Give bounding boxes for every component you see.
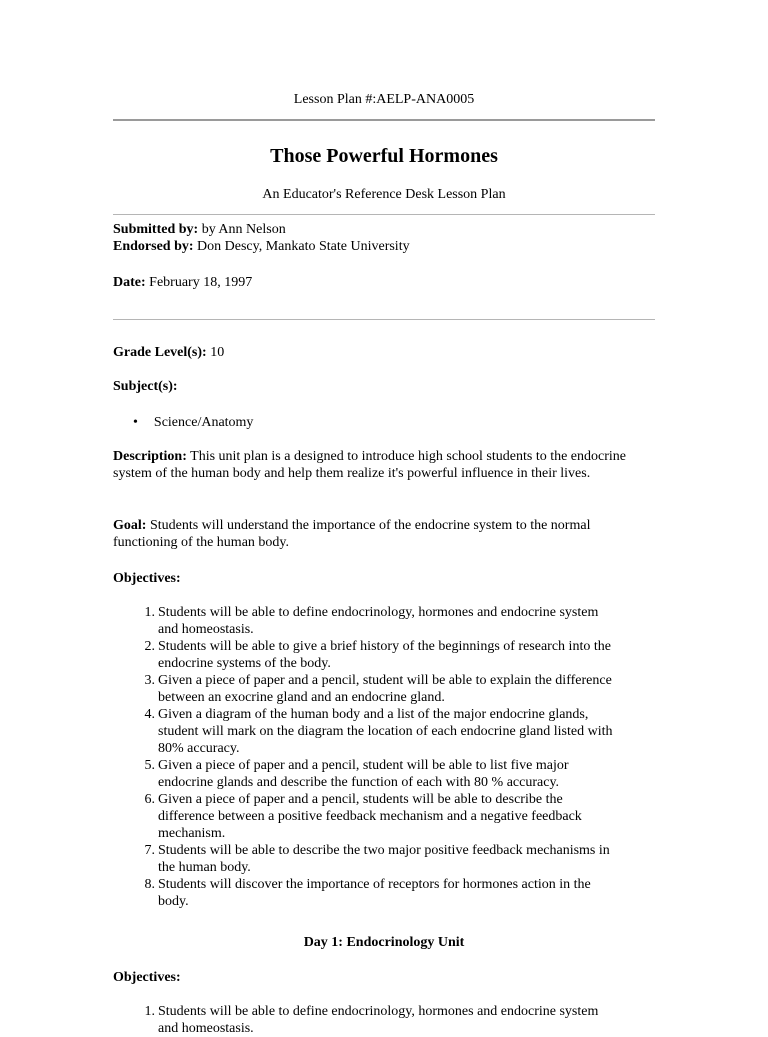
goal-label: Goal: xyxy=(113,518,147,533)
list-item xyxy=(113,791,658,842)
item-line: Students will be able to describe the two major positive feedback mechanisms in xyxy=(158,843,610,858)
submitted-by xyxy=(113,221,658,238)
item-line: mechanism. xyxy=(158,826,226,841)
date xyxy=(113,274,658,291)
item-number: 2. xyxy=(144,639,155,654)
subjects-heading xyxy=(113,378,658,395)
grade-level-value: 10 xyxy=(206,345,225,360)
item-line: Students will be able to give a brief history of the beginnings of research into the xyxy=(158,639,611,654)
item-line: Students will discover the importance of receptors for hormones action in the xyxy=(158,877,591,892)
list-item xyxy=(113,638,658,672)
list-item xyxy=(113,672,658,706)
item-line: Given a piece of paper and a pencil, students will be able to describe the xyxy=(158,792,563,807)
goal xyxy=(113,517,658,551)
item-line: Students will be able to define endocrinology, hormones and endocrine system xyxy=(158,1004,599,1019)
item-number: 1. xyxy=(144,605,155,620)
day1-objectives-list xyxy=(113,1003,658,1037)
item-line: difference between a positive feedback mechanism and a negative feedback xyxy=(158,809,582,824)
item-line: and homeostasis. xyxy=(158,1021,254,1036)
item-line: endocrine glands and describe the function of each with 80 % accuracy. xyxy=(158,775,560,790)
goal-text: Students will understand the importance of the endocrine system to the normal functioning of the human body. xyxy=(113,518,591,550)
list-item xyxy=(113,757,658,791)
endorsed-by xyxy=(113,238,658,255)
subject-item-text: Science/Anatomy xyxy=(153,415,254,430)
item-number: 3. xyxy=(144,673,155,688)
item-line: and homeostasis. xyxy=(158,622,254,637)
grade-level-label: Grade Level(s): xyxy=(113,345,207,360)
objectives-list xyxy=(113,604,658,910)
header-divider xyxy=(113,119,655,121)
bullet-icon: • xyxy=(133,415,138,430)
description xyxy=(113,448,658,482)
lesson-plan-id: Lesson Plan #:AELP-ANA0005 xyxy=(293,92,475,107)
list-item xyxy=(113,876,658,910)
item-line: Students will be able to define endocrinology, hormones and endocrine system xyxy=(158,605,599,620)
objectives-label: Objectives: xyxy=(113,571,181,586)
item-line: Given a diagram of the human body and a list of the major endocrine glands, xyxy=(158,707,589,722)
subject-list-item xyxy=(133,414,253,431)
grade-level xyxy=(113,344,658,361)
day1-objectives-label: Objectives: xyxy=(113,970,181,985)
item-number: 6. xyxy=(144,792,155,807)
day1-heading: Day 1: Endocrinology Unit xyxy=(303,935,465,950)
endorsed-by-label: Endorsed by: xyxy=(113,239,194,254)
item-line: 80% accuracy. xyxy=(158,741,240,756)
item-number: 1. xyxy=(144,1004,155,1019)
submitted-by-value: by Ann Nelson xyxy=(198,222,286,237)
list-item xyxy=(113,604,658,638)
list-item xyxy=(113,842,658,876)
day1-objectives-heading xyxy=(113,969,658,986)
endorsed-by-value: Don Descy, Mankato State University xyxy=(193,239,410,254)
list-item xyxy=(113,706,658,757)
date-label: Date: xyxy=(113,275,146,290)
item-line: endocrine systems of the body. xyxy=(158,656,331,671)
meta-divider xyxy=(113,319,655,320)
item-line: Given a piece of paper and a pencil, student will be able to list five major xyxy=(158,758,569,773)
item-line: Given a piece of paper and a pencil, student will be able to explain the difference xyxy=(158,673,612,688)
page-title: Those Powerful Hormones xyxy=(270,145,498,167)
submitted-by-label: Submitted by: xyxy=(113,222,199,237)
date-value: February 18, 1997 xyxy=(145,275,253,290)
item-line: student will mark on the diagram the location of each endocrine gland listed with xyxy=(158,724,613,739)
item-number: 8. xyxy=(144,877,155,892)
subjects-label: Subject(s): xyxy=(113,379,178,394)
page-subtitle: An Educator's Reference Desk Lesson Plan xyxy=(262,187,506,202)
item-line: the human body. xyxy=(158,860,251,875)
item-number: 7. xyxy=(144,843,155,858)
item-number: 4. xyxy=(144,707,155,722)
item-line: between an exocrine gland and an endocrine gland. xyxy=(158,690,445,705)
objectives-heading xyxy=(113,570,658,587)
description-label: Description: xyxy=(113,449,187,464)
item-number: 5. xyxy=(144,758,155,773)
item-line: body. xyxy=(158,894,189,909)
subtitle-divider xyxy=(113,214,655,215)
description-text: This unit plan is a designed to introduce high school students to the endocrine system of the human body and help them realize it's powerful influence in their lives. xyxy=(113,449,627,481)
list-item xyxy=(113,1003,658,1037)
